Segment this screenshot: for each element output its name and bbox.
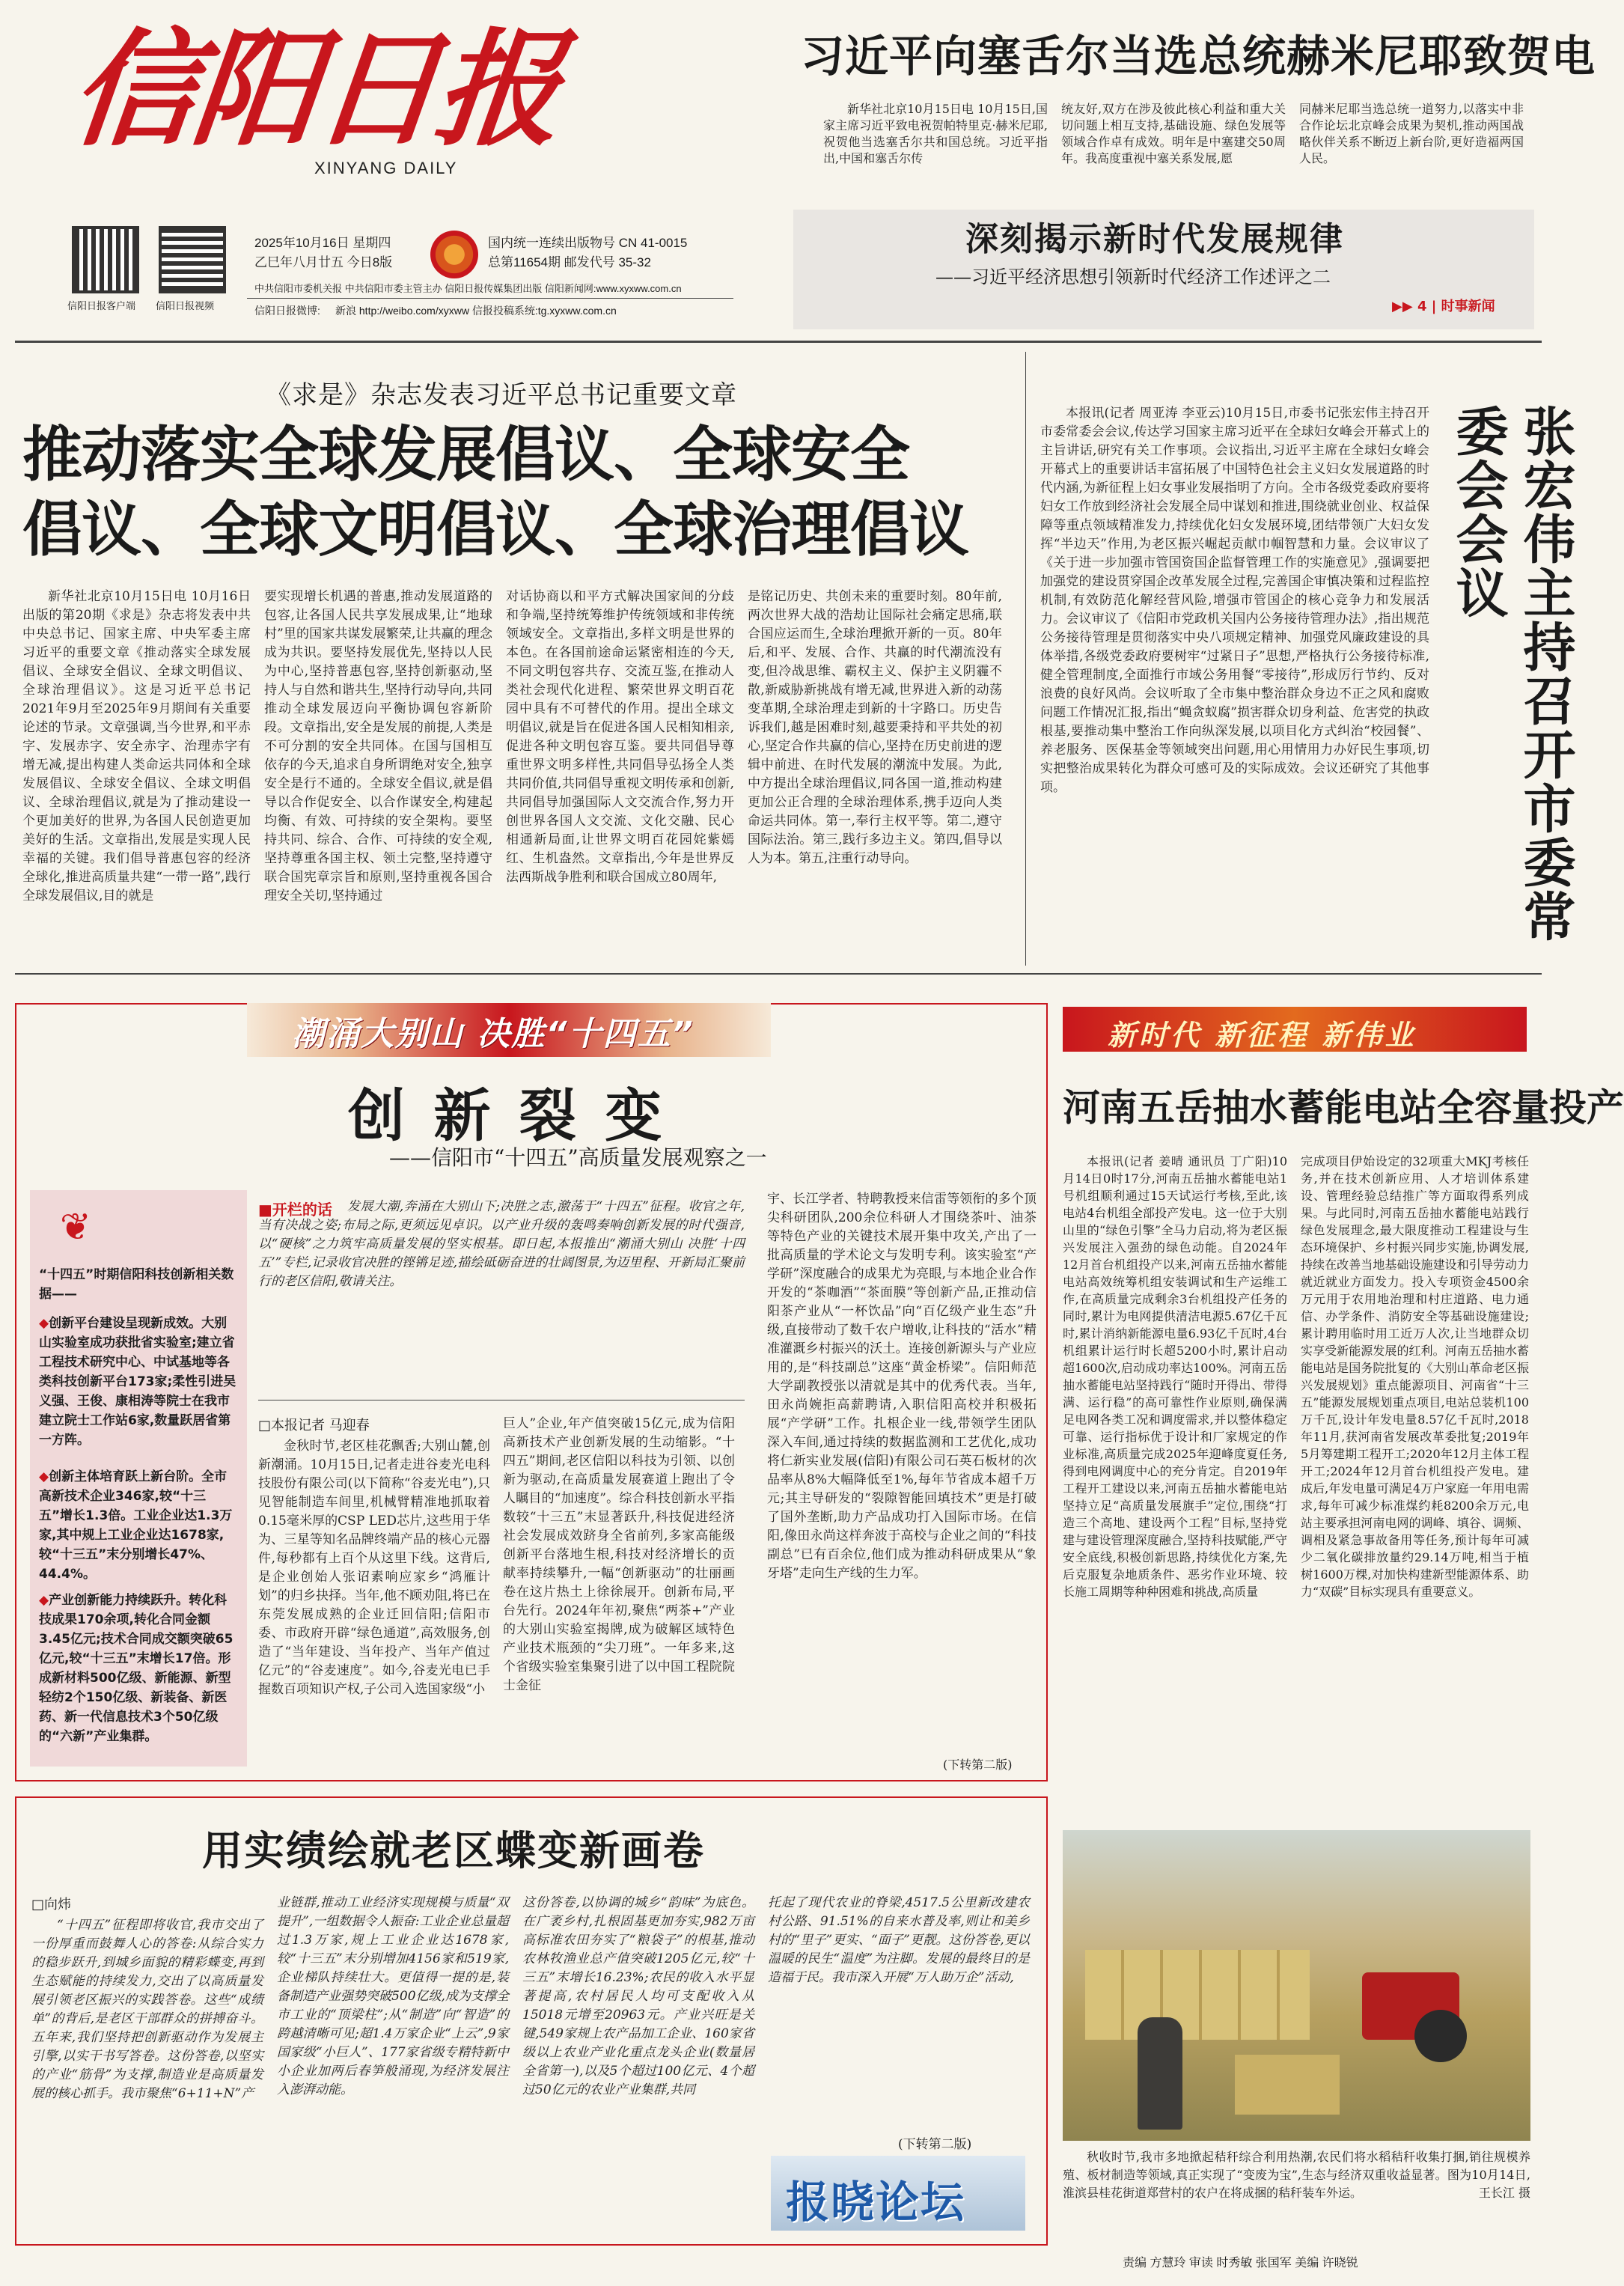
top-story-col3: 同赫米尼耶当选总统一道努力,以落实中非合作论坛北京峰会成果为契机,推动两国战略伙伴关系不断迈上新台阶,更好造福两国人民。 <box>1299 102 1524 165</box>
footer-credits: 责编 方慧玲 审读 时秀敏 张国军 美编 许晓锐 <box>1123 2257 1358 2270</box>
straw-bale-icon <box>1235 2055 1340 2115</box>
commentary-byline: □向炜 <box>31 1897 72 1912</box>
feature-byline: □本报记者 马迎春 <box>258 1418 370 1433</box>
date-line: 2025年10月16日 星期四 <box>254 236 391 250</box>
logo: 信阳日报 <box>64 16 565 163</box>
feature-col1: 金秋时节,老区桂花飘香;大别山麓,创新潮涌。10月15日,记者走进谷麦光电科技股份有限公司(以下简称“谷麦光电”),只见智能制造车间里,机械臂精准地抓取着0.15毫米厚的CSP LED芯片,这些用于华为、三星等知名品牌终端产品的核心元器件,每秒都有上百个从这里下线。这背后,是企业创始人张诏素响应家乡“鸿雁计划”的归乡抉择。当年,他不顾劝阻,将已在东莞发展成熟的企业迁回信阳;信阳市委、市政府开辟“绿色通道”,高效服务,创造了“当年建设、当年投产、当年产值过亿元”的“谷麦速度”。如今,谷麦光电已手握数百项知识产权,子公司入选国家级“小 <box>258 1439 490 1697</box>
commentary-col2: 业链群,推动工业经济实现规模与质量“双提升”,一组数据令人振奋:工业企业总量超过1.3万家,规上工业企业达1678家,较“十三五”末分别增加4156家和519家,企业梯队持续壮大。更值得一提的是,装备制造产业强势突破500亿级,成为支撑全市工业的“顶梁柱”;从“制造”向“智造”的跨越清晰可见;超1.4万家企业“上云”,9家国家级“小巨人”、177家省级专精特新中小企业加两后春笋般涌现,为经济发展注入澎湃动能。 <box>277 1895 509 2097</box>
feature-col2: 巨人”企业,年产值突破15亿元,成为信阳高新技术产业创新发展的生动缩影。“十四五”期间,老区信阳以科技为引领、以创新为驱动,在高质量发展赛道上跑出了令人瞩目的“加速度”。综合科技创新水平指数较“十三五”末显著跃升,科技促进经济社会发展成效跻身全省前列,多家高能级创新平台落地生根,科技对经济增长的贡献率持续攀升,一幅“创新驱动”的壮丽画卷在这片热土上徐徐展开。创新布局,平台先行。2024年年初,聚焦“两茶+”产业的大别山实验室揭牌,成为破解区域特色产业技术瓶颈的“尖刀班”。一年多来,这个省级实验室集聚引进了以中国工程院院士金征 <box>503 1416 735 1693</box>
logo-pinyin: XINYANG DAILY <box>314 159 458 177</box>
bullet-icon: ◆ <box>39 1593 49 1608</box>
weibo-label: 信阳日报微博: <box>254 305 320 317</box>
hydro-col1: 本报讯(记者 姜晴 通讯员 丁广阳)10月14日0时17分,河南五岳抽水蓄能电站1号机组顺利通过15天试运行考核,至此,该电站4台机组全部投产发电。这一位于大别山里的“绿色引擎”全马力启动,将为老区振兴发展注入强劲的绿色动能。自2024年12月首台机组投产以来,河南五岳抽水蓄能电站高效统筹机组安装调试和生产运维工作,在高质量完成剩余3台机组投产任务的同时,累计为电网提供清洁电源5.67亿千瓦时,累计消纳新能源电量6.93亿千瓦时,4台机组累计运行时长超5200小时,累计启动超1600次,启动成功率达100%。河南五岳抽水蓄能电站坚持践行“随时开得出、带得满、运行稳”的高可靠性作业原则,确保满足电网各类工况和调度需求,并以整体稳定可靠、运行指标优于设计和厂家规定的作业标准,高质量完成2025年迎峰度夏任务,得到电网调度中心的充分肯定。自2019年工程开工建设以来,河南五岳抽水蓄能电站坚持立足“高质量发展旗手”定位,围绕“打造三个高地、建设两个工程”目标,坚持党建与建设管理深度融合,坚持科技赋能,严守安全底线,积极创新思路,持续优化方案,先后克服复杂地质条件、恶劣作业环境、较长施工周期等种种困难和挑战,高质量 <box>1063 1154 1287 1599</box>
hydro-col2: 完成项目伊始设定的32项重大MKJ考核任务,并在技术创新应用、人才培训体系建设、管理经验总结推广等方面取得系列成果。与此同时,河南五岳抽水蓄能电站践行绿色发展理念,最大限度推动工程建设与生态环境保护、乡村振兴同步实施,协调发展,持续在改善当地基础设施建设和引导劳动力就近就业方面发力。投入专项资金4500余万元用于农用地治理和村庄道路、电力通信、办学条件、消防安全等基础设施建设;累计聘用临时用工近万人次,让当地群众切实享受新能源发展的红利。河南五岳抽水蓄能电站是国务院批复的《大别山革命老区振兴发展规划》重点能源项目、河南省“十三五”能源发展规划重点项目,电站总装机100万千瓦,设计年发电量8.57亿千瓦时,2018年11月,获河南省发展改革委批复;2019年5月筹建期工程开工;2020年12月主体工程开工;2024年12月首台机组投产发电。建成后,年发电量可满足4万户家庭一年用电需求,每年可减少标准煤约耗8200余万元,电站主要承担河南电网的调峰、填谷、调频、调相及紧急事故备用等任务,预计每年可减少二氧化碳排放量约29.14万吨,相当于植树1600万棵,对加快构建新型能源体系、助力“双碳”目标实现具有重要意义。 <box>1301 1154 1529 1599</box>
feature-headline[interactable]: 创 新 裂 变 <box>348 1082 667 1149</box>
lead-col1: 新华社北京10月15日电 10月16日出版的第20期《求是》杂志将发表中共中央总书记、国家主席、中央军委主席习近平的重要文章《推动落实全球发展倡议、全球安全倡议、全球文明倡议、全球治理倡议》。这是习近平总书记2021年9月至2025年9月期间有关重要论述的节录。文章强调,当今世界,和平赤字、发展赤字、安全赤字、治理赤字有增无减,提出构建人类命运共同体和全球发展倡议、全球安全倡议、全球文明倡议、全球治理倡议,就是为了推动建设一个更加美好的世界,为各国人民创造更加美好的生活。文章指出,发展是实现人民幸福的关键。我们倡导普惠包容的经济全球化,推进高质量共建“一带一路”,践行全球发展倡议,目的就是 <box>22 589 251 903</box>
sidebar-intro: “十四五”时期信阳科技创新相关数据—— <box>39 1267 234 1302</box>
teaser-subhead: ——习近平经济思想引领新时代经济工作述评之二 <box>935 266 1331 287</box>
issue-line: 总第11654期 邮发代号 35-32 <box>488 255 651 269</box>
top-story-col2: 统友好,双方在涉及彼此核心利益和重大关切问题上相互支持,基础设施、绿色发展等领域合作卓有成效。明年是中塞建交50周年。我高度重视中塞关系发展,愿 <box>1061 102 1286 165</box>
sponsor-line: 中共信阳市委机关报 中共信阳市委主管主办 信阳日报传媒集团出版 信阳新闻网:www.xyxww.com.cn <box>254 283 682 294</box>
commentary-col4: 托起了现代农业的脊梁,4517.5公里新改建农村公路、91.51%的自来水普及率,则让和美乡村的“里子”更实、“面子”更靓。这份答卷,更以温暖的民生“温度”为注脚。发展的最终目的是造福于民。我市深入开展“万人助万企”活动, <box>768 1895 1030 1985</box>
qr-label-video: 信阳日报视频 <box>156 300 215 311</box>
photo-credit: 王长江 摄 <box>1478 2186 1530 2200</box>
lead-col3: 对话协商以和平方式解决国家间的分歧和争端,坚持统筹维护传统领域和非传统领域安全。文章指出,多样文明是世界的本色。在各国前途命运紧密相连的今天,不同文明包容共存、交流互鉴,在推动人类社会现代化进程、繁荣世界文明百花园中具有不可替代的作用。提出全球文明倡议,就是旨在促进各国人民相知相亲,促进各种文明包容互鉴。要共同倡导尊重世界文明多样性,共同倡导弘扬全人类共同价值,共同倡导重视文明传承和创新,共同倡导加强国际人文交流合作,努力开创世界各国人文交流、文化交融、民心相通新局面,让世界文明百花园姹紫嫣红、生机盎然。文章指出,今年是世界反法西斯战争胜利和联合国成立80周年, <box>506 589 734 885</box>
lead-kicker: 《求是》杂志发表习近平总书记重要文章 <box>266 380 737 410</box>
open-note-text: 发展大潮,奔涌在大别山下;决胜之志,激荡于“十四五”征程。收官之年,当有决战之姿;布局之际,更须远见卓识。以产业升级的轰鸣奏响创新发展的时代强音,以“硬核”之力筑牢高质量发展的坚实根基。即日起,本报推出“潮涌大别山 决胜‘十四五’”专栏,记录收官决胜的铿锵足迹,描绘砥砺奋进的壮阔图景,为迈里程、开新局汇聚前行的老区信阳,敬请关注。 <box>258 1199 745 1289</box>
forum-logo: 报晓论坛 <box>786 2177 966 2228</box>
teaser-headline[interactable]: 深刻揭示新时代发展规律 <box>965 220 1344 258</box>
hydro-banner-text: 新时代 新征程 新伟业 <box>1108 1019 1417 1052</box>
tractor-wheel-icon <box>1414 2010 1467 2062</box>
feature-subhead: ——信阳市“十四五”高质量发展观察之一 <box>389 1145 767 1170</box>
harvest-photo[interactable] <box>1063 1830 1530 2141</box>
arrow-icon: ▶▶ <box>1392 299 1417 314</box>
lead-col2: 要实现增长机遇的普惠,推动发展道路的包容,让各国人民共享发展成果,让“地球村”里的国家共谋发展繁荣,让共赢的理念成为共识。要坚持发展优先,坚持以人民为中心,坚持普惠包容,坚持创新驱动,坚持人与自然和谐共生,坚持行动导向,共同推动全球发展迈向平衡协调包容新阶段。文章指出,安全是发展的前提,人类是不可分割的安全共同体。在国与国相互依存的今天,追求自身所谓绝对安全,独享安全是行不通的。全球安全倡议,就是倡导以合作促安全、以合作谋安全,构建起均衡、有效、可持续的安全架构。要坚持共同、综合、合作、可持续的安全观,坚持尊重各国主权、领土完整,坚持遵守联合国宪章宗旨和原则,坚持重视各国合理安全关切,坚持通过 <box>264 589 492 903</box>
lead-headline-line1[interactable]: 推动落实全球发展倡议、全球安全 <box>22 420 909 490</box>
lead-headline-line2[interactable]: 倡议、全球文明倡议、全球治理倡议 <box>22 495 968 564</box>
weibo-links[interactable]: 新浪 http://weibo.com/xyxww 信报投稿系统:tg.xyxww.com.cn <box>335 305 617 317</box>
qr-code-app[interactable] <box>72 226 139 293</box>
sidebar-bullet-3: ◆产业创新能力持续跃升。转化科技成果170余项,转化合同金额3.45亿元;技术合同成交额突破65亿元,较“十三五”末增长17倍。形成新材料500亿级、新能源、新型轻纺2个150亿级、新装备、新医药、新一代信息技术3个50亿级的“六新”产业集群。 <box>39 1593 233 1744</box>
qr-code-video[interactable] <box>159 226 226 293</box>
lunar-line: 乙巳年八月廿五 今日8版 <box>254 255 393 269</box>
open-note-title: ■开栏的话 <box>258 1201 332 1219</box>
hydro-headline[interactable]: 河南五岳抽水蓄能电站全容量投产 <box>1063 1086 1624 1130</box>
qr-label-app: 信阳日报客户端 <box>67 300 136 311</box>
feature-col3: 宇、长江学者、特聘教授来信雷等领衔的多个顶尖科研团队,200余位科研人才围绕茶叶、油茶等特色产业的关键技术展开集中攻关,产出了一批高质量的学术论文与发明专利。该实验室“产学研”深度融合的成果尤为亮眼,与本地企业合作开发的“茶咖酒”“茶面膜”等创新产品,正推动信阳茶产业从“一杯饮品”向“百亿级产业生态”升级,直接带动了数千农户增收,让科技的“活水”精准灌溉乡村振兴的沃土。连接创新源头与产业应用的,是“科技副总”这座“黄金桥梁”。信阳师范大学副教授张以清就是其中的优秀代表。当年,田永尚婉拒高薪聘请,入职信阳高校并积极拓展“产学研”工作。扎根企业一线,带领学生团队深入车间,通过持续的数据监测和工艺优化,成功将仁新实业发展(信阳)有限公司石英石板材的次品率从8%大幅降低至1%,每年节省成本超千万元;其主导研发的“裂隙智能回填技术”更是打破了国外垄断,助力产品成功打入国际市场。在信阳,像田永尚这样奔波于高校与企业之间的“科技副总”已有百余位,他们成为推动科研成果从“象牙塔”走向生产线的生力军。 <box>767 1192 1037 1581</box>
feature-banner-text: 潮涌大别山 决胜“十四五” <box>292 1015 695 1053</box>
commentary-continue[interactable]: (下转第二版) <box>898 2137 972 2152</box>
commentary-col1: “十四五”征程即将收官,我市交出了一份厚重而鼓舞人心的答卷:从综合实力的稳步跃升,到城乡面貌的精彩蝶变,再到生态赋能的持续发力,交出了以高质量发展引领老区振兴的实践答卷。这些“成绩单”的背后,是老区干部群众的拼搏奋斗。五年来,我们坚持把创新驱动作为发展主引擎,以实干书写答卷。这份答卷,以坚实的产业“筋骨”为支撑,制造业是高质量发展的核心抓手。我市聚焦“6+11+N”产 <box>31 1918 263 2101</box>
photo-caption: 秋收时节,我市多地掀起秸秆综合利用热潮,农民们将水稻秸秆收集打捆,销往规模养殖、板材制造等领域,真正实现了“变废为宝”,生态与经济双重收益显著。图为10月14日,淮滨县桂花街道郑营村的农户在将成捆的秸秆装车外运。 王长江 摄 <box>1063 2148 1530 2238</box>
top-story-col1: 新华社北京10月15日电 10月15日,国家主席习近平致电祝贺帕特里克·赫米尼耶,祝贺他当选塞舌尔共和国总统。习近平指出,中国和塞舌尔传 <box>823 102 1048 165</box>
zhang-vertical-title[interactable]: 张宏伟主持召开市委常委会会议 <box>1447 404 1576 943</box>
feature-continue[interactable]: (下转第二版) <box>943 1758 1013 1772</box>
teaser-page-ref[interactable]: ▶▶ 4 | 时事新闻 <box>1392 299 1495 314</box>
sidebar-bullet-2: ◆创新主体培育跃上新台阶。全市高新技术企业346家,较“十三五”增长1.3倍。工业企业达1.3万家,其中规上工业企业达1678家,较“十三五”末分别增长47%、44.4%。 <box>39 1469 233 1582</box>
farmer-figure-icon <box>1138 2017 1182 2130</box>
cn-line: 国内统一连续出版物号 CN 41-0015 <box>488 236 688 250</box>
commentary-headline[interactable]: 用实绩绘就老区蝶变新画卷 <box>202 1827 705 1874</box>
fish-decoration-icon: ❦ <box>60 1205 91 1249</box>
bullet-icon: ◆ <box>39 1316 49 1331</box>
zhang-article-text: 本报讯(记者 周亚涛 李亚云)10月15日,市委书记张宏伟主持召开市委常委会会议,传达学习国家主席习近平在全球妇女峰会开幕式上的主旨讲话,研究有关工作事项。会议指出,习近平主席在全球妇女峰会开幕式上的重要讲话丰富拓展了中国特色社会主义妇女发展道路的时代内涵,为新征程上妇女事业发展指明了方向。全市各级党委政府要将妇女工作放到经济社会发展全局中谋划和推进,围绕就业创业、权益保障等重点领域精准发力,持续优化妇女发展环境,团结带领广大妇女发挥“半边天”作用,为老区振兴崛起贡献巾帼智慧和力量。会议审议了《关于进一步加强市管国资国企监督管理工作的实施意见》,强调要把加强党的建设贯穿国企改革发展全过程,完善国企审慎决策和过程监控机制,有效防范化解经营风险,增强市管国企的核心竞争力和发展活力。会议审议了《信阳市党政机关国内公务接待管理办法》,指出规范公务接待管理是贯彻落实中央八项规定精神、加强党风廉政建设的具体举措,各级党委政府要树牢“过紧日子”思想,严格执行公务接待标准,健全管理制度,全面推行市域公务用餐“零接待”,形成厉行节约、反对浪费的良好风尚。会议听取了全市集中整治群众身边不正之风和腐败问题工作情况汇报,指出“蝇贪蚁腐”损害群众切身利益、危害党的执政根基,要推动集中整治工作向纵深发展,以项目化方式纠治“校园餐”、养老服务、医保基金等领域突出问题,用心用情用力办好民生事项,切实把整治成果转化为群众可感可及的实际成效。会议还研究了其他事项。 <box>1040 406 1429 795</box>
top-headline[interactable]: 习近平向塞舌尔当选总统赫米尼耶致贺电 <box>801 31 1596 82</box>
straw-bale-stack-icon <box>1085 1950 1310 2040</box>
sidebar-bullet-1: ◆创新平台建设呈现新成效。大别山实验室成功获批省实验室;建立省工程技术研究中心、中试基地等各类科技创新平台173家;柔性引进吴义强、王俊、康相涛等院士在我市建立院士工作站6家,数量跃居省第一方阵。 <box>39 1316 236 1448</box>
lead-col4: 是铭记历史、共创未来的重要时刻。80年前,两次世界大战的浩劫让国际社会痛定思痛,联合国应运而生,全球治理掀开新的一页。80年后,和平、发展、合作、共赢的时代潮流没有变,但冷战思维、霸权主义、保护主义阴霾不散,新威胁新挑战有增无减,世界进入新的动荡变革期,全球治理走到新的十字路口。历史告诉我们,越是困难时刻,越要秉持和平共处的初心,坚定合作共赢的信心,坚持在历史前进的逻辑中前进、在时代发展的潮流中发展。为此,中方提出全球治理倡议,同各国一道,推动构建更加公正合理的全球治理体系,携手迈向人类命运共同体。第一,奉行主权平等。第二,遵守国际法治。第三,践行多边主义。第四,倡导以人为本。第五,注重行动导向。 <box>748 589 1002 866</box>
commentary-col3: 这份答卷,以协调的城乡“韵味”为底色。在广袤乡村,扎根固基更加夯实,982万亩高标准农田夯实了“粮袋子”的根基,推动农林牧渔业总产值突破1205亿元,较“十三五”末增长16.23%;农民的收入水平显著提高,农村居民人均可支配收入从15018元增至20963元。产业兴旺是关键,549家规上农产品加工企业、160家省级以上农业产业化重点龙头企业(数量居全省第一),以及5个超过100亿元、4个超过50亿元的农业产业集群,共同 <box>522 1895 754 2097</box>
newspaper-emblem-icon <box>430 231 478 278</box>
bullet-icon: ◆ <box>39 1469 49 1484</box>
